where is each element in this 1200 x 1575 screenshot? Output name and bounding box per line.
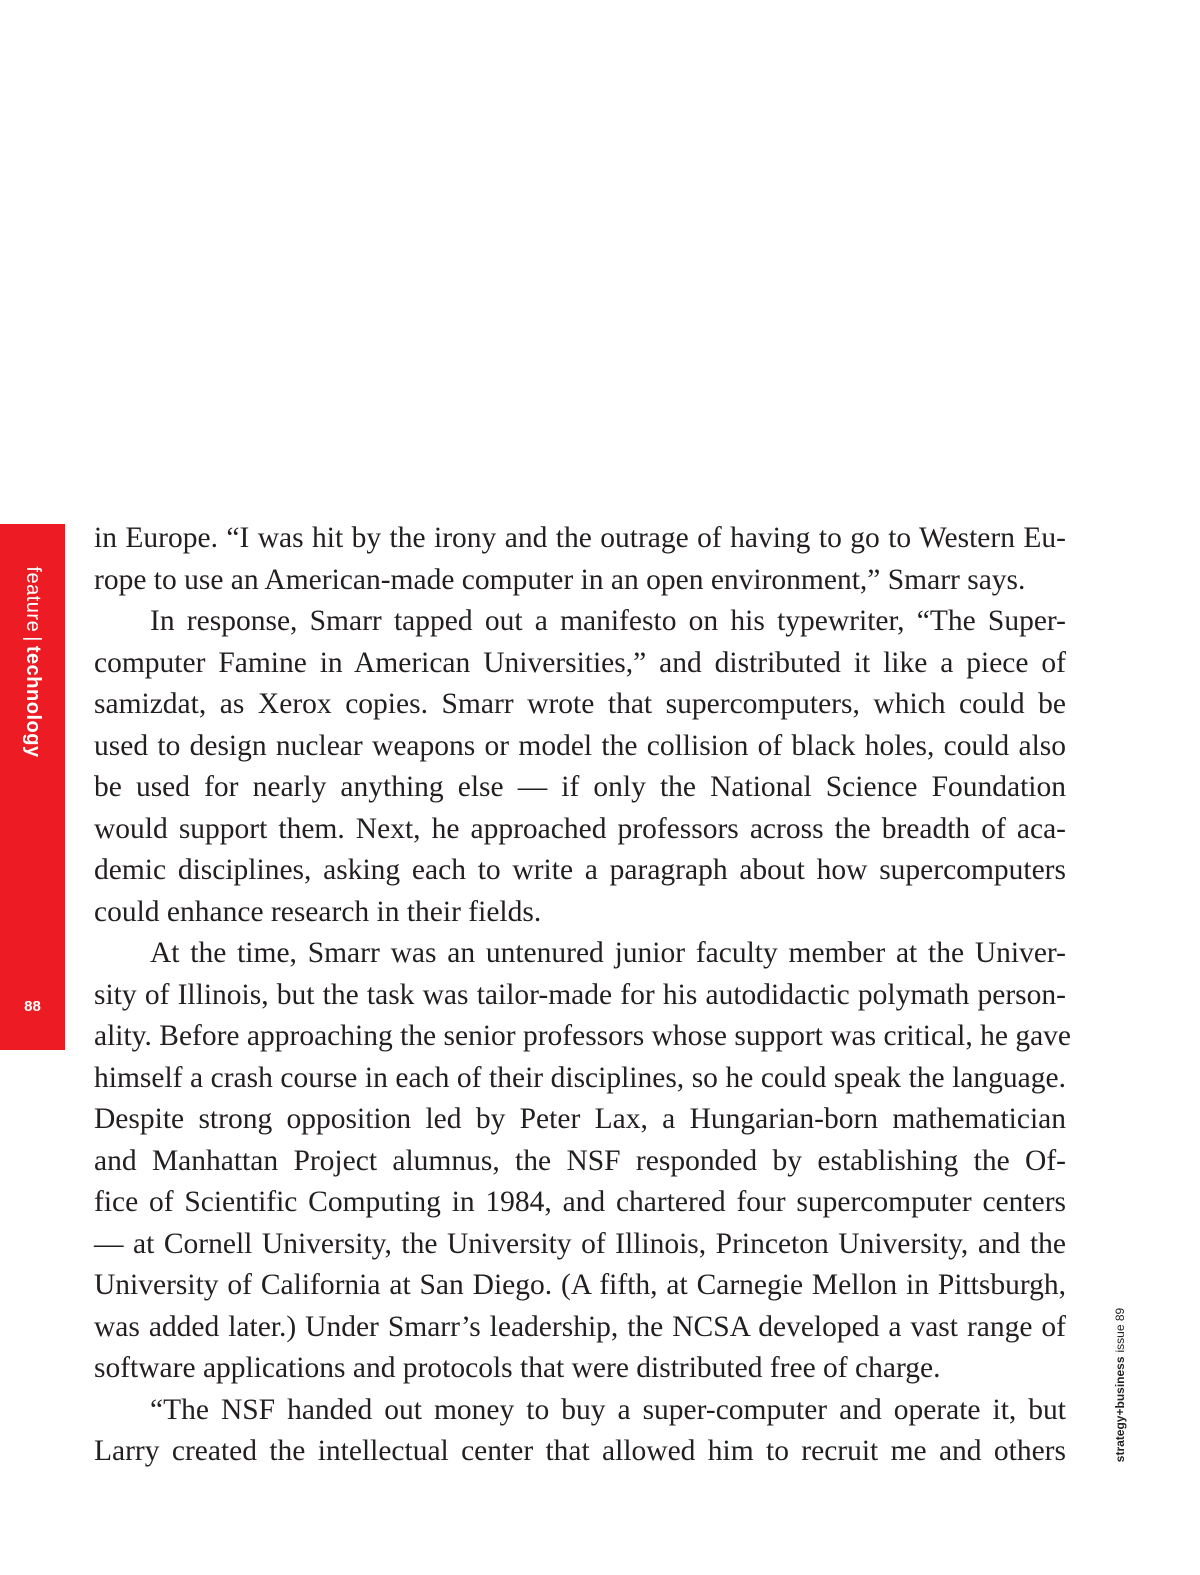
running-footer bbox=[1113, 1308, 1127, 1462]
text-line: University of California at San Diego. (A fifth, at Carnegie Mellon in Pittsburgh, bbox=[94, 1269, 1066, 1301]
section-separator: | bbox=[22, 636, 44, 642]
text-line: rope to use an American-made computer in an open environment,” Smarr says. bbox=[94, 563, 1026, 596]
text-line: could enhance research in their fields. bbox=[94, 895, 542, 928]
text-line: and Manhattan Project alumnus, the NSF responded by establishing the Of- bbox=[94, 1144, 1066, 1177]
issue-number: issue 89 bbox=[1113, 1307, 1127, 1353]
text-line: At the time, Smarr was an untenured junior faculty member at the Univer- bbox=[150, 937, 1066, 969]
section-name: feature bbox=[22, 566, 44, 633]
text-line: fice of Scientific Computing in 1984, and chartered four supercomputer centers bbox=[94, 1186, 1066, 1218]
page-number: 88 bbox=[24, 998, 41, 1015]
text-line: software applications and protocols that were distributed free of charge. bbox=[94, 1352, 941, 1384]
text-line: used to design nuclear weapons or model the collision of black holes, could also bbox=[94, 729, 1066, 762]
text-line: In response, Smarr tapped out a manifesto on his typewriter, “The Super- bbox=[150, 605, 1066, 637]
text-line: in Europe. “I was hit by the irony and the outrage of having to go to Western Eu- bbox=[94, 522, 1066, 554]
section-label bbox=[23, 566, 43, 757]
publication-name: strategy+business bbox=[1113, 1356, 1127, 1463]
text-line: be used for nearly anything else — if only the National Science Foundation bbox=[94, 771, 1066, 803]
text-line: himself a crash course in each of their disciplines, so he could speak the language. bbox=[94, 1061, 1066, 1094]
text-line: sity of Illinois, but the task was tailor-made for his autodidactic polymath person- bbox=[94, 978, 1066, 1011]
text-line: was added later.) Under Smarr’s leadership, the NCSA developed a vast range of bbox=[94, 1310, 1066, 1343]
text-line: demic disciplines, asking each to write a paragraph about how supercomputers bbox=[94, 854, 1066, 886]
text-line: Larry created the intellectual center that allowed him to recruit me and others bbox=[94, 1435, 1066, 1467]
text-line: Despite strong opposition led by Peter Lax, a Hungarian-born mathematician bbox=[94, 1103, 1066, 1135]
text-line: ality. Before approaching the senior professors whose support was critical, he gave bbox=[94, 1020, 1072, 1052]
text-line: — at Cornell University, the University of Illinois, Princeton University, and the bbox=[94, 1227, 1066, 1260]
text-line: would support them. Next, he approached professors across the breadth of aca- bbox=[94, 812, 1066, 845]
article-body bbox=[94, 518, 1072, 1473]
text-line: “The NSF handed out money to buy a super-computer and operate it, but bbox=[150, 1393, 1066, 1426]
text-line: computer Famine in American Universities,” and distributed it like a piece of bbox=[94, 646, 1066, 679]
text-line: samizdat, as Xerox copies. Smarr wrote that supercomputers, which could be bbox=[94, 688, 1066, 720]
section-topic: technology bbox=[22, 645, 44, 758]
